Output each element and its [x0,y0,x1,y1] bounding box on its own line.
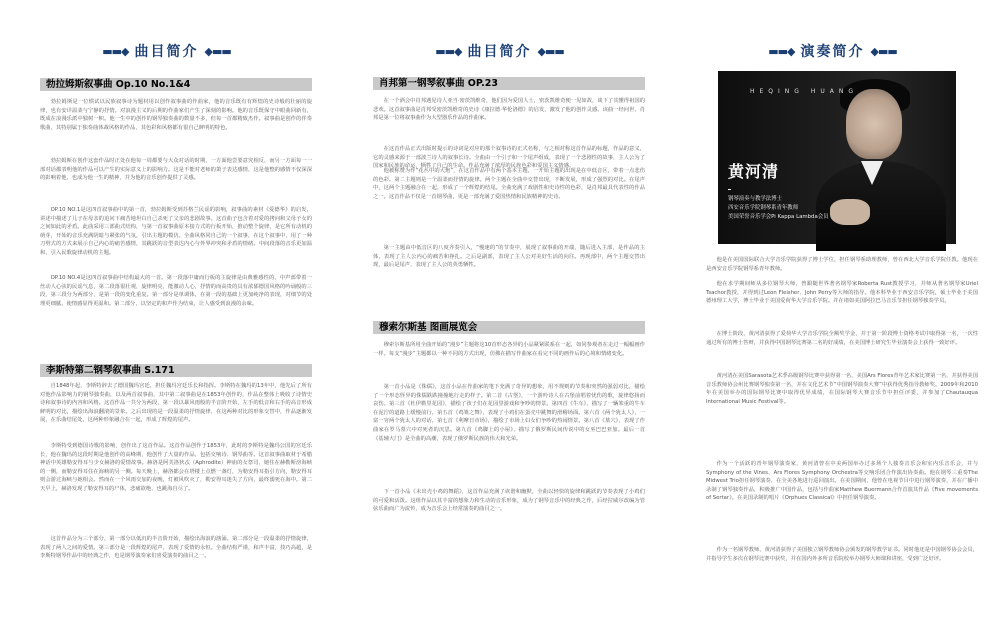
paragraph: 李斯特受到德国诗歌的影响，创作出了这首作品。这首作品创作于1853年，此时的李斯特是魏玛公国的宫廷乐长，他在魏玛的这段时期是他创作的高峰期，他创作了大量的作品，包括交响诗、钢琴曲等。这首叙事曲取材于希腊神话中英雄勒安得耳与少女赫洛的爱情故事。赫洛是阿芙洛狄忒（Aphrodite）神庙的女祭司，她住在赫勒斯滂海峡的一侧，而勒安得耳住在海峡的另一侧。每天晚上，赫洛都会在塔楼上点燃一盏灯，为勒安得耳指引方向，勒安得耳则会游过海峡与她相会。然而在一个风雨交加的夜晚，灯被风吹灭了，勒安得耳迷失了方向，最终溺死在海中。第二天早上，赫洛发现了勒安得耳的尸体，悲痛欲绝，也跳海自尽了。 [40,443,312,492]
column-left-header [0,42,333,60]
performer-photo [718,71,956,244]
performer-role: 钢琴演奏与教学法博士 [728,196,782,202]
photo-hand [830,199,870,225]
photo-face [846,89,902,159]
paragraph: 作为一名钢琴教师，黄河清获得了美国独立钢琴教师协会颁发的钢琴教学证书。同时他还是中国钢琴协会会员，并指导学生多次在钢琴比赛中获奖，并在国内外多所音乐院校举办钢琴大师课和讲座，受到广泛好评。 [706,547,978,562]
header-deco-left: ▬▬◆ [435,44,462,58]
paragraph: 他被称赞为作“花丛中的大炮”，在这首作品中有两个基本主题，一开始主题的出现是在中低音区，带着一点悲伤的色彩。第二主题则是一个温柔而抒情的旋律。两个主题在全曲中交替出现，不断发展，形成了强烈的对比。在尾声中，这两个主题融合在一起，形成了一个辉煌的结尾。全曲充满了戏剧性和史诗性的色彩，是肖邦最具代表性的作品之一。这首作品不仅是一首钢琴曲，更是一部充满了爱国热情和民族精神的史诗。 [373,168,645,200]
section-title: 勃拉姆斯叙事曲 Op.10 No.1&4 [40,78,312,91]
paragraph: 他是在美国国际联合大学音乐学院获得了博士学位，担任钢琴系助理教师，曾在西北大学音乐学院任教。他现在是西安音乐学院钢琴系青年教师。 [706,257,978,272]
paragraph: 第一首小品是《侏儒》，这首小品在作曲家的笔下充满了奇异的想象，用不规则的节奏和突然的强弱对比，描绘了一个形态怪异的侏儒跌跌撞撞地行走的样子。第二首《古堡》，一个游吟诗人在古堡前唱着忧伤的歌，旋律悠扬而哀伤。第三首《杜伊勒里花园》，描绘了孩子们在花园里游戏和争吵的情景。第四首《牛车》，描写了一辆笨重的牛车在泥泞的道路上缓慢前行。第五首《鸡雏之舞》，表现了小鸡们在蛋壳中跳舞的滑稽场面。第六首《两个犹太人》，一富一穷两个犹太人的对话。第七首《利摩日市场》，描绘了市场上妇女们争吵的热闹情景。第八首《墓穴》，表现了作曲家在罗马墓穴中对死者的沉思。第九首《鸡脚上的小屋》，描写了俄罗斯民间传说中的女巫巴巴亚加。最后一首《基辅大门》是全曲的高潮，表现了俄罗斯民族的伟大和光荣。 [373,384,645,442]
header-title: 曲目简介 [467,44,532,60]
header-title: 演奏简介 [800,44,865,60]
paragraph: 勃拉姆斯是一位惯试以民族叙事诗为题材用以创作叙事曲的作曲家，他的音乐既有有辉煌的史诗般的壮丽的旋律，也有安详温柔与宁静的抒情。对浪漫主义的后期的作曲家们产生了深刻的影响。他的音乐既保守中眼曲回新有，既成在浪漫乐派中独树一帜。他一生中的创作的钢琴独奏曲的数量不多，但每一首都精致杰作。叙事曲是创作的伴奏歌曲，其特别属于独奏曲体裁风格的作品，其色彩和风格都有很自己鲜明的特色。 [40,99,312,131]
column-right-header [666,42,999,60]
name-underline [728,189,731,190]
paragraph: OP.10 NO.4是这四首叙事曲中结构最大的一首。第一段落中庸而行板的主旋律是由典雅感性的，中声部带着一丝动人心弦的民谣气息，第二段落很壮观，旋律明亮，能激动人心，抒情的而高贵的具有浓郁德国风格的吟诵般的三段，第三段分为两部分，是第一段的变化重复。第一部分是单调体，在第一段的基础上更加纯净的表现，对细节的处理更细腻，使情感显得更温和。第二部分，以坚定的和声作为结束，让人感受到浪漫的余味。 [40,275,312,307]
section-title: 李斯特第二钢琴叙事曲 S.171 [40,364,312,377]
paragraph: 穆索尔斯基所用全曲开始的“漫步”主题将这10首形态各异的小品紧紧联系在一起，如同参观者在走过一幅幅画作一样。每支“漫步”主题都以一种不同的方式出现，仿佛在描写作曲家在看完不同的画作后的心境和情绪变化。 [373,342,645,357]
paragraph: OP.10 NO.1是这四首叙事曲中的第一首，勃拉姆斯受到苏格兰民谣的影响，叙事曲的素材《爱德华》的启发，讲述中描述了儿子在母亲的追问下痛苦地坦白自己杀死了父亲的悲剧故事。这首曲子包含着对爱的拷问和父母子女的之间如此的矛盾。此曲采用三部曲式结构，与第一首叙事曲原本接力式的行板开始，推动整个旋律，是它所有动机的萌芽，开始的音乐充满阴暗与紧张的气氛，引出主题的模仿。全曲风格同自己的一个叙事，在这个叙事中，用了一种刀劈式的方式来展示自己内心的痛苦感情，其跳跃的音型表达内心与外界冲突和矛盾的情绪。中间段落的音乐更加温和，引入民歌旋律动机的主题。 [40,207,312,256]
paragraph: 在一个酒会中肖邦遇见诗人亚当·密茨凯维奇，他们因为爱国人士，密茨凯维奇便一见如故，谈下了其懂得祖国的悲欢。这首叙事曲是肖邦受密茨凯维奇的史诗《康拉德·华伦洛德》的启发，激发了他的创作灵感。该曲一经问世，肖邦是第一位将叙事曲作为大型器乐作品的作曲家。 [373,98,645,122]
paragraph: 自1848年起，李斯特辞去了德国魏玛宫廷，担任魏玛宫廷乐长和指挥。李斯特在魏玛的13年中，他先后了所有对他作品影响力的钢琴独奏曲，以及两首叙事曲，其中第二叙事曲是在1853年创作的，作品在整体上吸收了诗情史诗和叙事诗的内容和风格。这首作品一共分为两段，第一段以暴风雨般的半音阶开始，左手的低音和右手的高音形成鲜明的对比，描绘出海浪翻滚的景象。之后出现的是一段温柔的抒情旋律，在这两种对比的形象交替中，作品逐渐发展，在乐曲结尾处，这两种形象融合在一起，形成了辉煌的尾声。 [40,383,312,424]
performer-english-name: HEQING HUANG [750,88,858,95]
column-middle [333,0,666,619]
paragraph: 下一首小品《未出壳小鸡的舞蹈》，这首作品充满了诙谐和幽默，全曲以轻快的旋律和跳跃的节奏表现了小鸡们的可爱和活泼。这组作品以其丰富的想象力和生动的音乐形象，成为了钢琴音乐中的经典之作，后经拉威尔改编为管弦乐曲而广为流传，成为音乐会上经常演奏的曲目之一。 [373,489,645,513]
performer-name: 黄河清 [728,162,780,181]
paragraph: 在这首作品正式出版时提示的诗词是对应的那个叙事诗的正式名称，与之相对称这首作品的标题，作品的意义，它的灵感来源于一部波兰诗人的叙事长诗。全曲由一个引子和一个尾声组成，表现了一个悲剧性的故事，主人公为了国家和民族的命运，牺牲了自己的生命。作品充满了浓厚的民族色彩和爱国主义情感。 [373,146,645,170]
header-deco-left: ▬▬◆ [768,44,795,58]
performer-role: 美国荣誉音乐学会Pi Kappa Lambda会员 [728,214,829,220]
column-middle-header [333,42,666,60]
paragraph: 在博士阶段，黄河清获得了爱荷华大学音乐学院全额奖学金，并于第一阶段博士资格考试中取得第一名，一次性通过所有的博士答辩，并获得中国钢琴比赛第二名的好成绩，在美国博士研究生毕业演奏会上获得一致好评。 [706,331,978,346]
paragraph: 勃拉姆斯在创作这套作品时正处在他每一周都要与大众对话的时期，一方面他尝要意究相反，而另一方面每一一部对话都表明他的作品可以产生的实际意义上的影响力。这是不能对老师的萧子表达感情，这是他整的感情不仅深深的影响着他，也成为他一生的精神，并为他的音乐创作提供了灵感。 [40,158,312,182]
header-deco-right: ◆▬▬ [870,44,897,58]
header-deco-right: ◆▬▬ [204,44,231,58]
performer-role: 西安音乐学院钢琴系青年教师 [728,205,799,211]
paragraph: 他在求学期间师从多位钢琴大师，曾跟随世界著名钢琴家Roberta Rust教授学习，并师从著名钢琴家Uriel Tsachor教授，并得到过Leon Fleisher、John Perry等大师的指导。他本科毕业于西安音乐学院，硕士毕业于美国德州理工大学，博士毕业于美国爱荷华大学音乐学院。并在诸如美国阿拉巴马音乐节担任钢琴独奏学员。 [706,281,978,305]
header-title: 曲目简介 [134,44,199,60]
paragraph: 黄河清在美国Sarasota艺术季高级钢琴比赛中获得第一名，美国Ars Flores青年艺术家比赛第一名，并获得美国音乐教师协会州比赛钢琴独奏第一名，并在文化艺术节“中国钢琴演奏大赛”中获得优秀指导教师奖。2009年和2010年在美国举办的国际钢琴比赛中取得优异成绩，在国际钢琴大赛音乐节中担任评委，并参加了Chautauqua International Music Festival等。 [706,373,978,405]
paragraph: 第一主题由中低音区的八度齐奏引入，“慢速的”的节奏中，展现了叙事曲的开端，随后进入主部，是作品的主体，表现了主人公内心的痛苦和挣扎。之后是副部，表现了主人公对美好生活的向往。再现部中，两个主题交替出现，最后是尾声，表现了主人公的英勇牺牲。 [373,245,645,269]
header-deco-right: ◆▬▬ [537,44,564,58]
column-left [0,0,333,619]
section-title: 穆索尔斯基 图画展览会 [373,321,645,334]
section-title: 肖邦第一钢琴叙事曲 OP.23 [373,77,645,90]
paragraph: 作为一个活跃的青年钢琴演奏家，黄河清曾在中美两国举办过多场个人独奏音乐会和室内乐音乐会，并与Symphony of the Vines、Ars Flores Symphony Orchestra等交响乐团合作演出协奏曲。他在钢琴三重奏The Midwest Trio担任钢琴演奏，在全美各地进行巡回演出。在美国期间，他曾在电视节目中进行钢琴演奏，并在广播中录制了钢琴独奏作品，积极推广中国作品，包括与作曲家Matthew Buermann合作首演其作品《Five movements of Sertar》。在美国录制的唱片《Orphues Classical》中担任钢琴演奏。 [706,461,978,502]
header-deco-left: ▬▬◆ [102,44,129,58]
paragraph: 这首作品分为三个部分，第一部分以低沉的半音阶开始，描绘出海浪的汹涌。第二部分是一段温柔的抒情旋律，表现了两人之间的爱情。第三部分是一段辉煌的尾声，表现了爱情的永恒。全曲结构严谨，和声丰富，技巧高超，是李斯特钢琴作品中的经典之作，也是钢琴演奏家们喜爱演奏的曲目之一。 [40,536,312,560]
